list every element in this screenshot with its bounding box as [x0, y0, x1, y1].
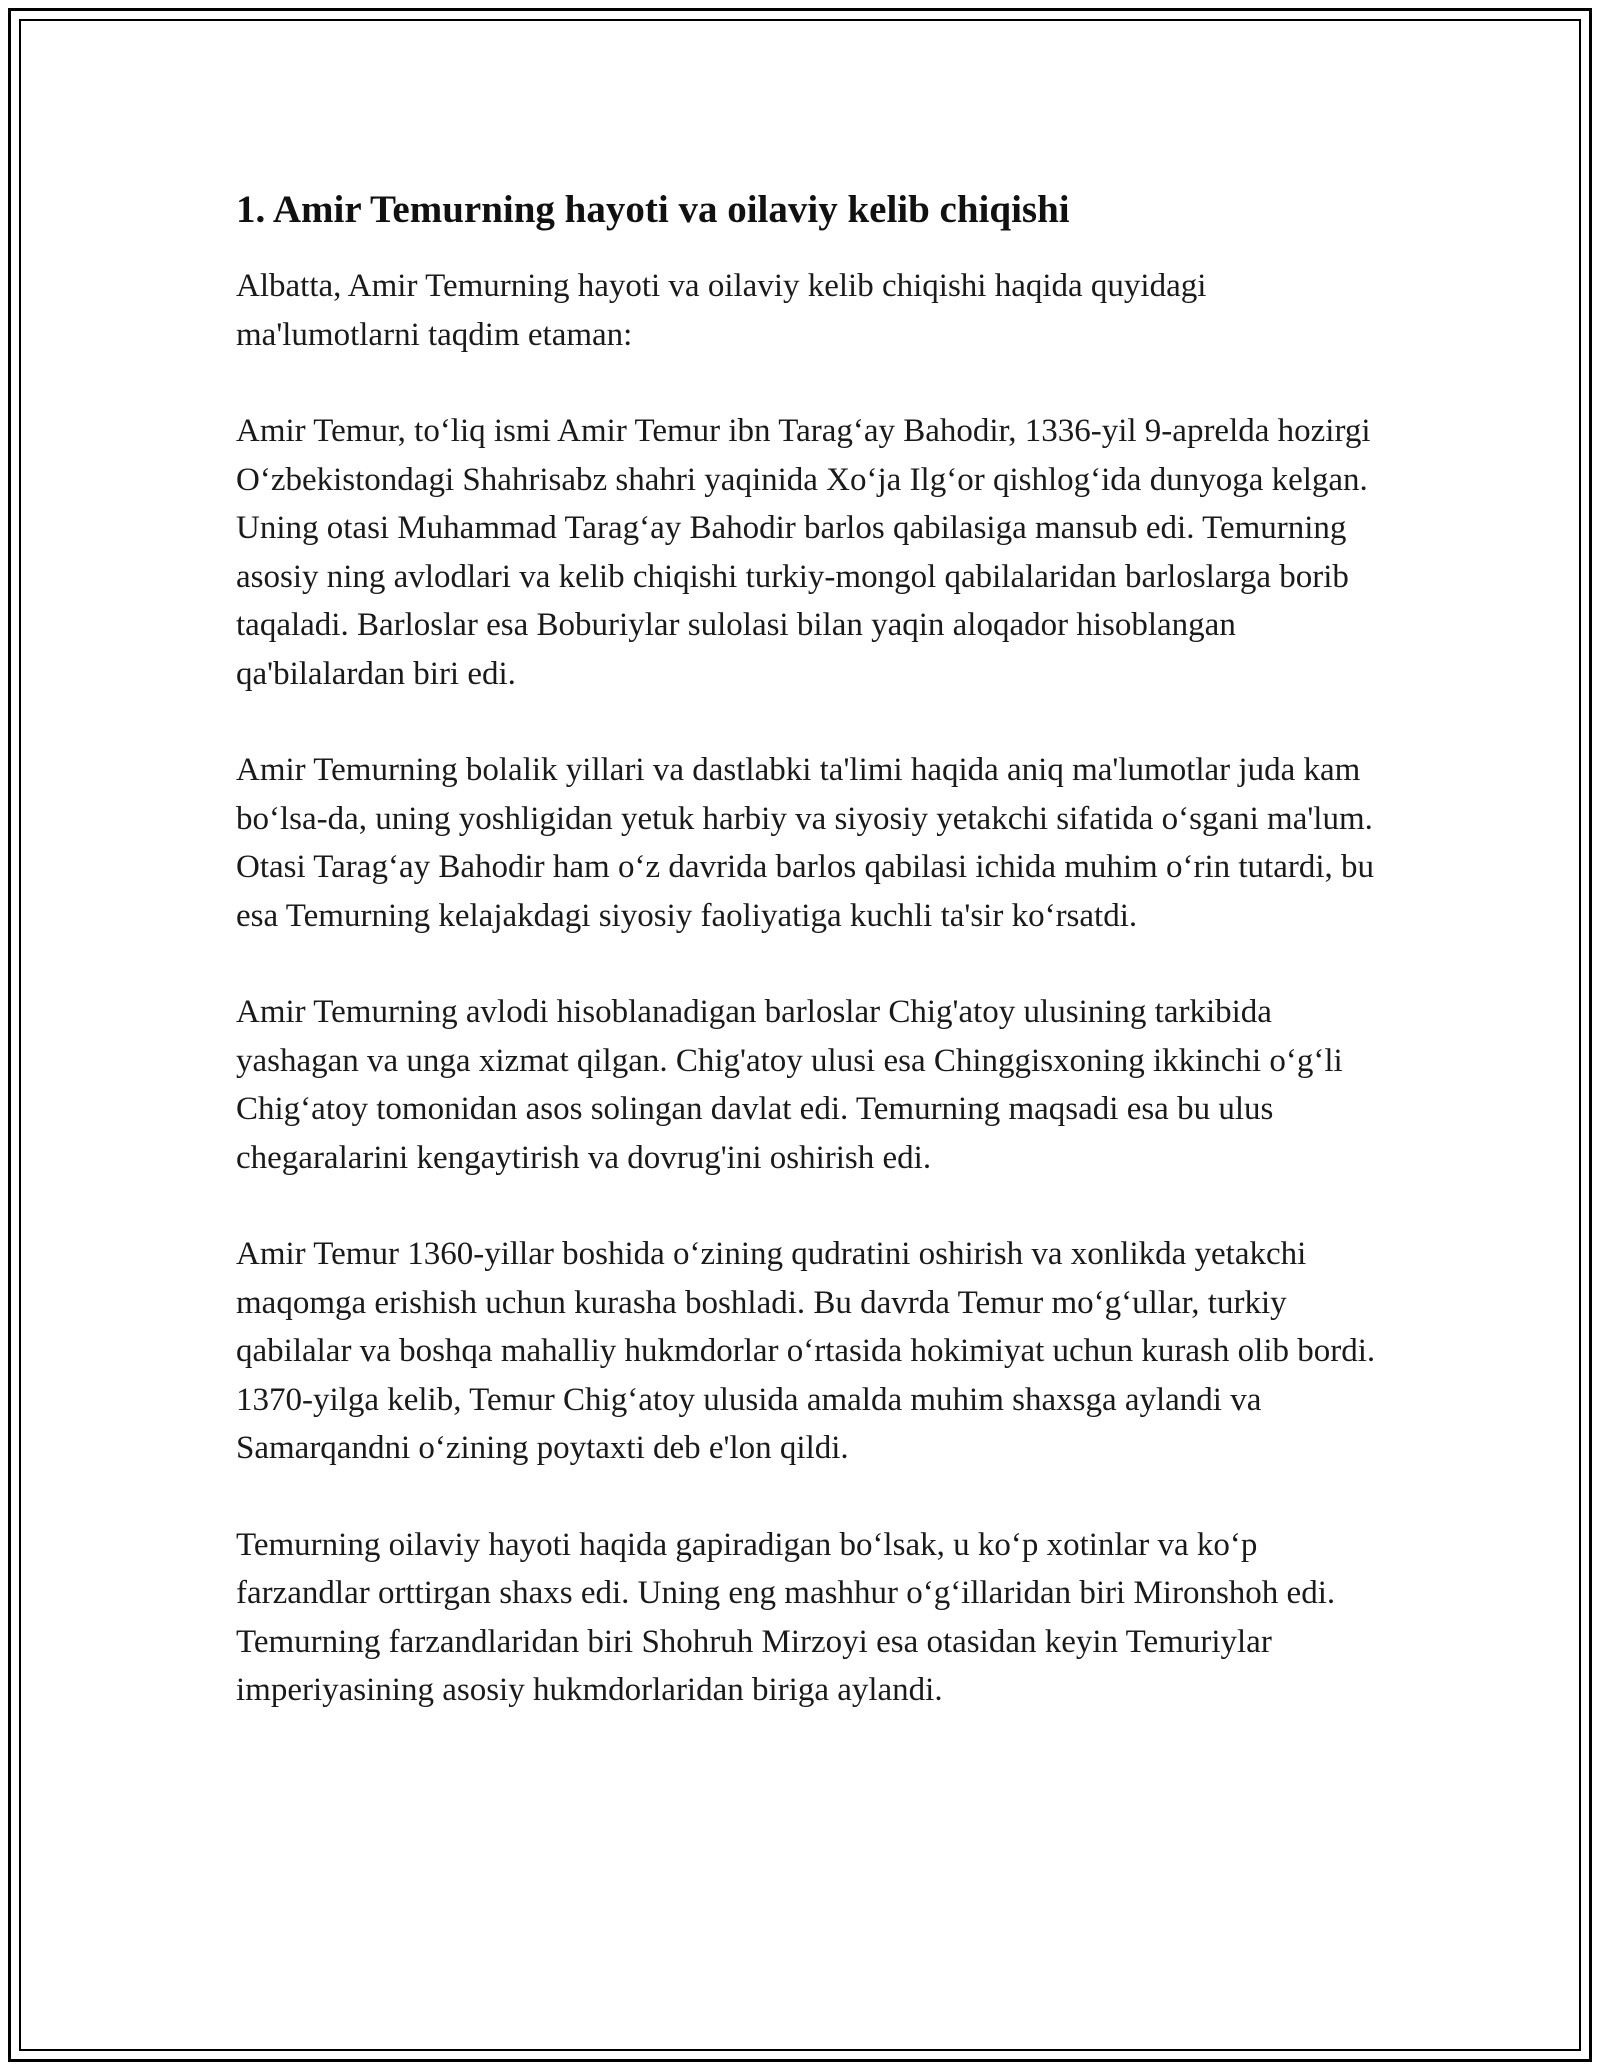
paragraph-birth-origin: Amir Temur, to‘liq ismi Amir Temur ibn Tarag‘ay Bahodir, 1336-yil 9-aprelda hozirgi O‘zbekistondagi Shahrisabz shahri yaqinida Xo‘ja Ilg‘or qishlog‘ida dunyoga kelgan. Uning otasi Muhammad Tarag‘ay Bahodir barlos qabilasiga mansub edi. Temurning asosiy ning avlodlari va kelib chiqishi turkiy-mongol qabilalaridan barloslarga borib taqaladi. Barloslar esa Boburiylar sulolasi bilan yaqin aloqador hisoblangan qa'bilalardan biri edi. [236, 413, 1371, 692]
document-body [236, 180, 1376, 1763]
paragraph-rise-to-power: Amir Temur 1360-yillar boshida o‘zining qudratini oshirish va xonlikda yetakchi maqomga erishish uchun kurasha boshladi. Bu davrda Temur mo‘g‘ullar, turkiy qabilalar va boshqa mahalliy hukmdorlar o‘rtasida hokimiyat uchun kurash olib bordi. 1370-yilga kelib, Temur Chig‘atoy ulusida amalda muhim shaxsga aylandi va Samarqandni o‘zining poytaxti deb e'lon qildi. [236, 1236, 1376, 1466]
paragraph-family-life: Temurning oilaviy hayoti haqida gapiradigan bo‘lsak, u ko‘p xotinlar va ko‘p farzandlar orttirgan shaxs edi. Uning eng mashhur o‘g‘illaridan biri Mironshoh edi. Temurning farzandlaridan biri Shohruh Mirzoyi esa otasidan keyin Temuriylar imperiyasining asosiy hukmdorlaridan biriga aylandi. [236, 1526, 1336, 1708]
section-heading: 1. Amir Temurning hayoti va oilaviy kelib chiqishi [236, 188, 1070, 231]
paragraph-childhood: Amir Temurning bolalik yillari va dastlabki ta'limi haqida aniq ma'lumotlar juda kam bo‘lsa-da, uning yoshligidan yetuk harbiy va siyosiy yetakchi sifatida o‘sgani ma'lum. Otasi Tarag‘ay Bahodir ham o‘z davrida barlos qabilasi ichida muhim o‘rin tutardi, bu esa Temurning kelajakdagi siyosiy faoliyatiga kuchli ta'sir ko‘rsatdi. [236, 752, 1375, 934]
paragraph-chagatai-ulus: Amir Temurning avlodi hisoblanadigan barloslar Chig'atoy ulusining tarkibida yashagan va unga xizmat qilgan. Chig'atoy ulusi esa Chinggisxoning ikkinchi o‘g‘li Chig‘atoy tomonidan asos solingan davlat edi. Temurning maqsadi esa bu ulus chegaralarini kengaytirish va dovrug'ini oshirish edi. [236, 994, 1343, 1176]
paragraph-intro: Albatta, Amir Temurning hayoti va oilaviy kelib chiqishi haqida quyidagi ma'lumotlarni taqdim etaman: [236, 268, 1207, 353]
